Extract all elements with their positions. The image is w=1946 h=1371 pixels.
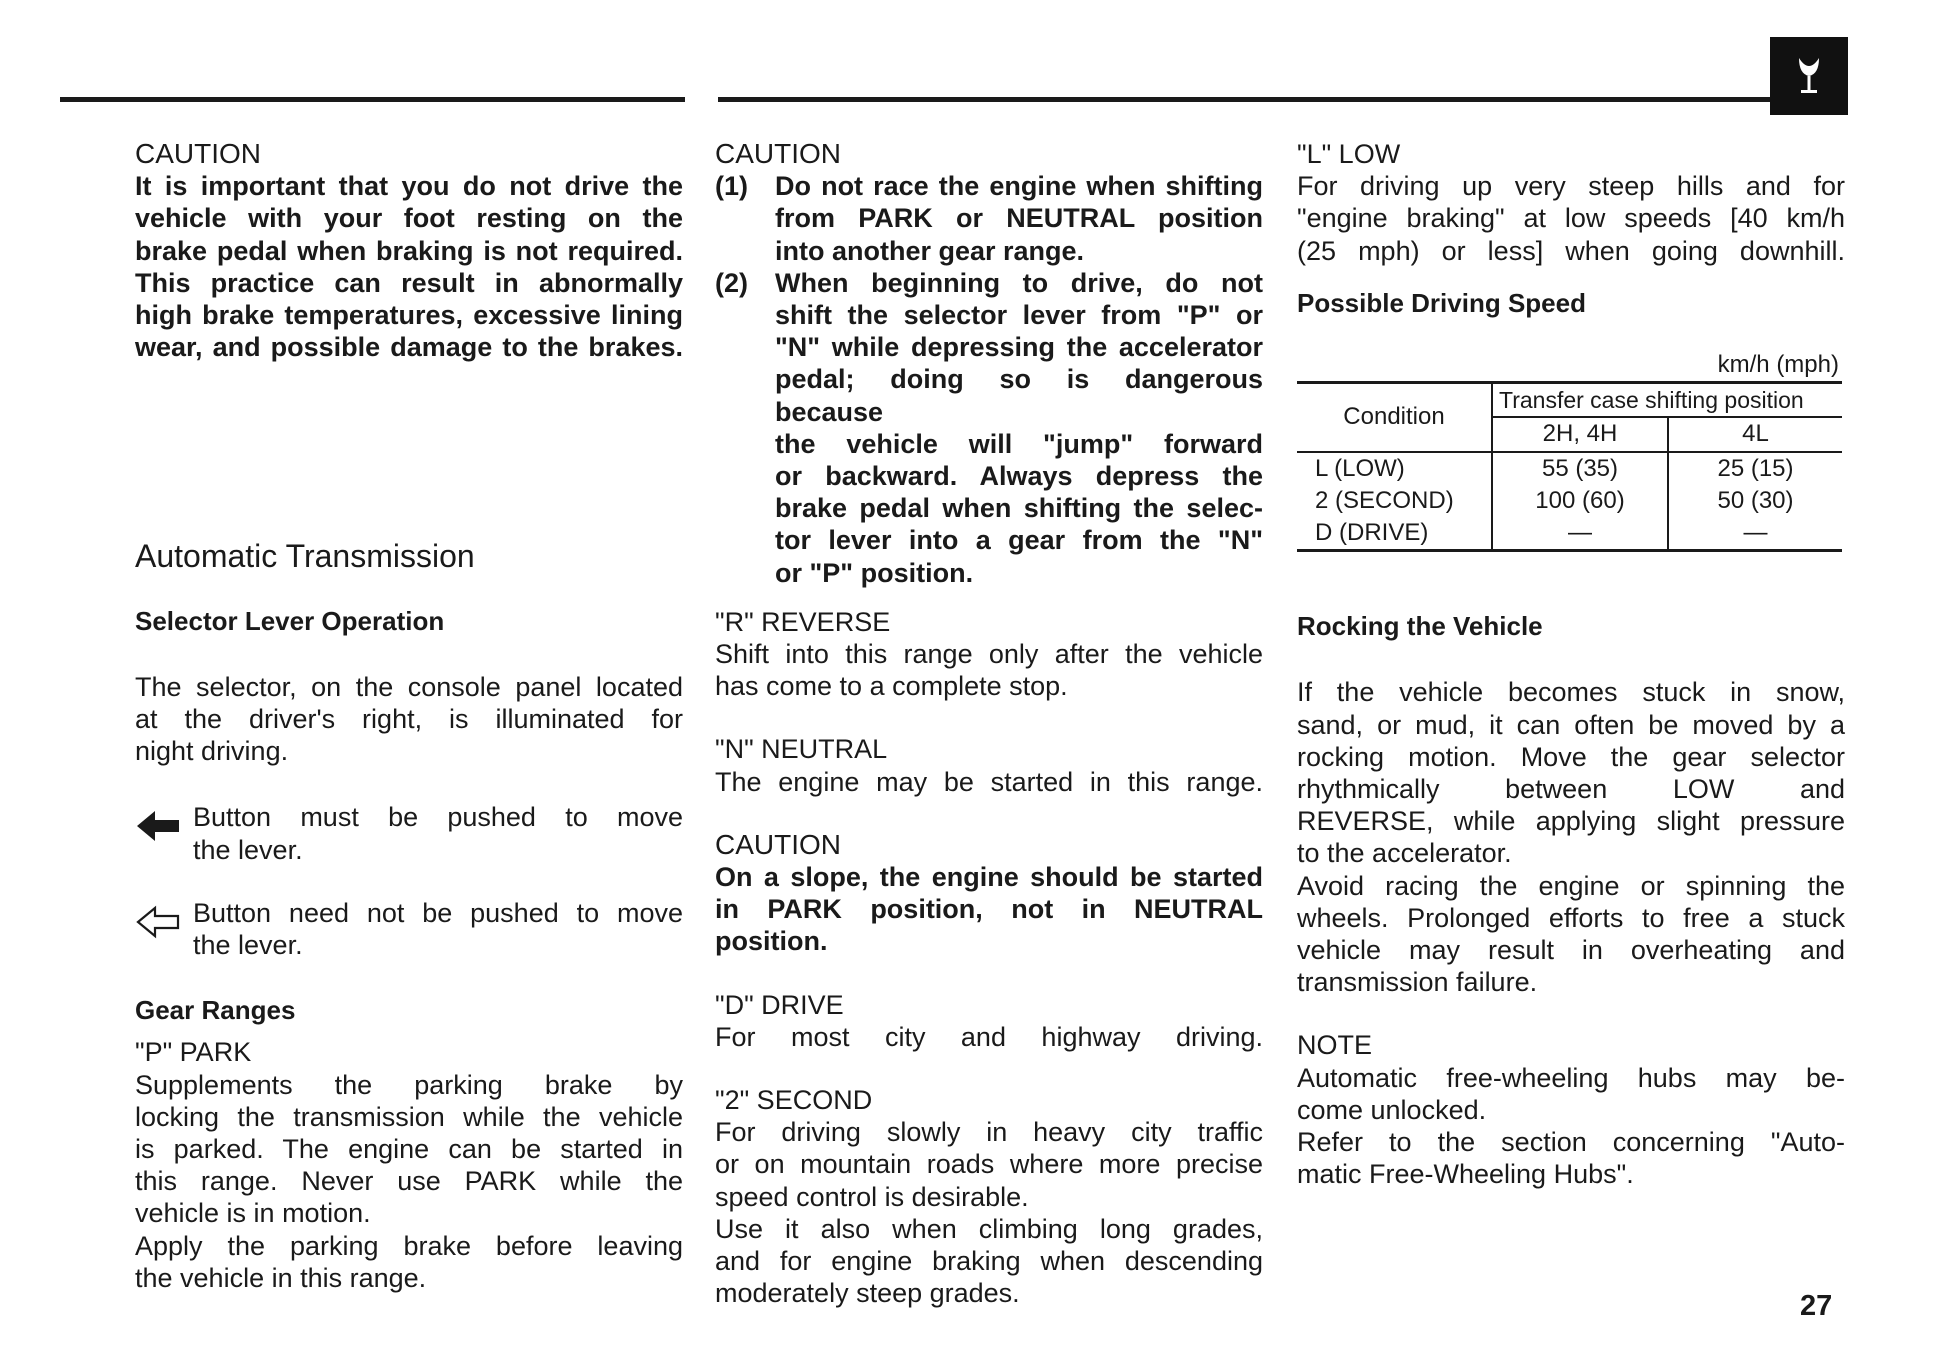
caution-line: position. [715,926,828,957]
row-value-2h4h: 100 (60) [1492,485,1668,517]
paragraph-line: REVERSE, while applying slight pressure [1297,806,1845,837]
caution-box-1 [135,138,683,363]
drive-heading: "D" DRIVE [715,989,844,1020]
paragraph-line: has come to a complete stop. [715,671,1068,702]
paragraph-line: moderately steep grades. [715,1278,1020,1309]
caution-box-3 [715,829,1263,958]
item-line: or backward. Always depress the [775,461,1263,492]
reverse-section [715,606,1263,703]
paragraph-line: is parked. The engine can be started in [135,1134,683,1165]
header-rule-left [60,97,685,102]
paragraph-line: transmission failure. [1297,967,1538,998]
paragraph-line: the vehicle in this range. [135,1262,427,1293]
paragraph-line: Apply the parking brake before leaving [135,1230,683,1261]
second-heading: "2" SECOND [715,1085,873,1116]
caution-line: This practice can result in abnormally [135,267,683,298]
caution-heading: CAUTION [135,138,261,169]
section-tab-marker [1770,37,1848,115]
paragraph-line: speed control is desirable. [715,1181,1029,1212]
item-line: into another gear range. [775,235,1085,266]
park-heading: "P" PARK [135,1037,252,1068]
condition-header: Condition [1297,383,1492,452]
table-row [1297,517,1842,551]
gear-ranges-title: Gear Ranges [135,995,296,1026]
subsection-title: Selector Lever Operation [135,605,445,636]
paragraph-line: wheels. Prolonged efforts to free a stuck [1297,902,1845,933]
speed-title: Possible Driving Speed [1297,287,1586,318]
item-number: (1) [715,171,748,202]
caution-heading: CAUTION [715,828,841,860]
paragraph-line: to the accelerator. [1297,838,1512,869]
paragraph-line: sand, or mud, it can often be moved by a [1297,709,1845,740]
item-line: the vehicle will "jump" forward [775,428,1263,459]
note-heading: NOTE [1297,1030,1373,1061]
item-number: (2) [715,267,748,298]
caution-item-2 [715,267,1263,589]
paragraph-line: come unlocked. [1297,1094,1487,1125]
item-line: pedal; doing so is dangerous because [775,364,1263,427]
legend-line: the lever. [193,930,303,961]
paragraph-line: If the vehicle becomes stuck in snow, [1297,677,1845,708]
paragraph-line: For most city and highway driving. [715,1021,1263,1052]
paragraph-line: vehicle is in motion. [135,1198,371,1229]
speed-table-block [1297,349,1845,552]
neutral-heading: "N" NEUTRAL [715,734,888,765]
low-section [1297,138,1845,267]
second-section [715,1084,1263,1309]
paragraph-line: "engine braking" at low speeds [40 km/h [1297,203,1845,234]
reverse-heading: "R" REVERSE [715,606,891,637]
page-number: 27 [1800,1290,1833,1322]
caution-line: vehicle with your foot resting on the [135,203,683,234]
paragraph-line: (25 mph) or less] when going downhill. [1297,235,1845,266]
wine-glass-icon [1794,54,1824,98]
outline-arrow-left-icon [135,905,181,939]
paragraph-line: night driving. [135,736,289,767]
rocking-title: Rocking the Vehicle [1297,611,1543,642]
column-right [1297,138,1845,1190]
item-line: When beginning to drive, do not [775,267,1263,298]
table-row [1297,485,1842,517]
unit-label: km/h (mph) [1717,351,1839,379]
legend-line: Button need not be pushed to move [193,897,683,928]
paragraph-line: matic Free-Wheeling Hubs". [1297,1159,1634,1190]
legend-button-push [135,801,683,865]
paragraph-line: or on mountain roads where more precise [715,1149,1263,1180]
row-value-2h4h: 55 (35) [1492,452,1668,485]
paragraph-line: The engine may be started in this range. [715,766,1263,797]
row-condition: L (LOW) [1297,452,1492,485]
neutral-section [715,733,1263,797]
paragraph-line: and for engine braking when descending [715,1246,1263,1277]
paragraph-line: rhythmically between LOW and [1297,774,1845,805]
header-rule-right [718,97,1770,102]
col-header-2h4h: 2H, 4H [1492,417,1668,451]
item-line: or "P" position. [775,557,974,588]
column-middle [715,138,1263,1310]
transfer-header: Transfer case shifting position [1492,383,1842,418]
caution-box-2 [715,138,1263,589]
paragraph-line: this range. Never use PARK while the [135,1166,683,1197]
paragraph-line: Shift into this range only after the vehicle [715,639,1263,670]
paragraph-line: locking the transmission while the vehicle [135,1101,683,1132]
item-line: brake pedal when shifting the selec- [775,493,1263,524]
caution-line: It is important that you do not drive the [135,171,683,202]
paragraph-line: Avoid racing the engine or spinning the [1297,870,1845,901]
filled-arrow-left-icon [135,809,181,843]
row-value-4l: — [1668,517,1842,551]
caution-line: in PARK position, not in NEUTRAL [715,894,1263,925]
caution-line: brake pedal when braking is not required. [135,235,683,266]
legend-button-nopush [135,897,683,961]
caution-line: On a slope, the engine should be started [715,862,1263,893]
paragraph-line: For driving slowly in heavy city traffic [715,1117,1263,1148]
paragraph-line: rocking motion. Move the gear selector [1297,741,1845,772]
row-condition: D (DRIVE) [1297,517,1492,551]
paragraph-line: The selector, on the console panel located [135,671,683,702]
row-value-2h4h: — [1492,517,1668,551]
park-section [135,1036,683,1294]
item-line: tor lever into a gear from the "N" [775,525,1263,556]
legend-line: Button must be pushed to move [193,802,683,833]
caution-line: high brake temperatures, excessive lining [135,300,683,331]
paragraph-line: Automatic free-wheeling hubs may be- [1297,1062,1845,1093]
row-value-4l: 25 (15) [1717,454,1794,482]
note-section [1297,1029,1845,1190]
legend-line: the lever. [193,834,303,865]
paragraph-line: For driving up very steep hills and for [1297,171,1845,202]
selector-paragraph [135,671,683,768]
rocking-paragraph [1297,676,1845,998]
column-left [135,138,683,1294]
row-condition: 2 (SECOND) [1297,485,1492,517]
paragraph-line: Supplements the parking brake by [135,1069,683,1100]
caution-line: wear, and possible damage to the brakes. [135,332,683,363]
item-line: "N" while depressing the accelerator [775,332,1263,363]
table-row [1297,452,1842,485]
section-title: Automatic Transmission [135,538,475,575]
speed-table [1297,381,1842,552]
low-heading: "L" LOW [1297,139,1401,169]
item-line: shift the selector lever from "P" or [775,300,1263,331]
paragraph-line: vehicle may result in overheating and [1297,935,1845,966]
paragraph-line: Use it also when climbing long grades, [715,1213,1263,1244]
paragraph-line: at the driver's right, is illuminated for [135,704,683,735]
caution-heading: CAUTION [715,138,841,169]
item-line: Do not race the engine when shifting [775,171,1263,202]
caution-item-1 [715,170,1263,267]
item-line: from PARK or NEUTRAL position [775,203,1263,234]
drive-section [715,989,1263,1053]
col-header-4l: 4L [1668,417,1842,451]
paragraph-line: Refer to the section concerning "Auto- [1297,1127,1845,1158]
row-value-4l: 50 (30) [1717,486,1794,514]
